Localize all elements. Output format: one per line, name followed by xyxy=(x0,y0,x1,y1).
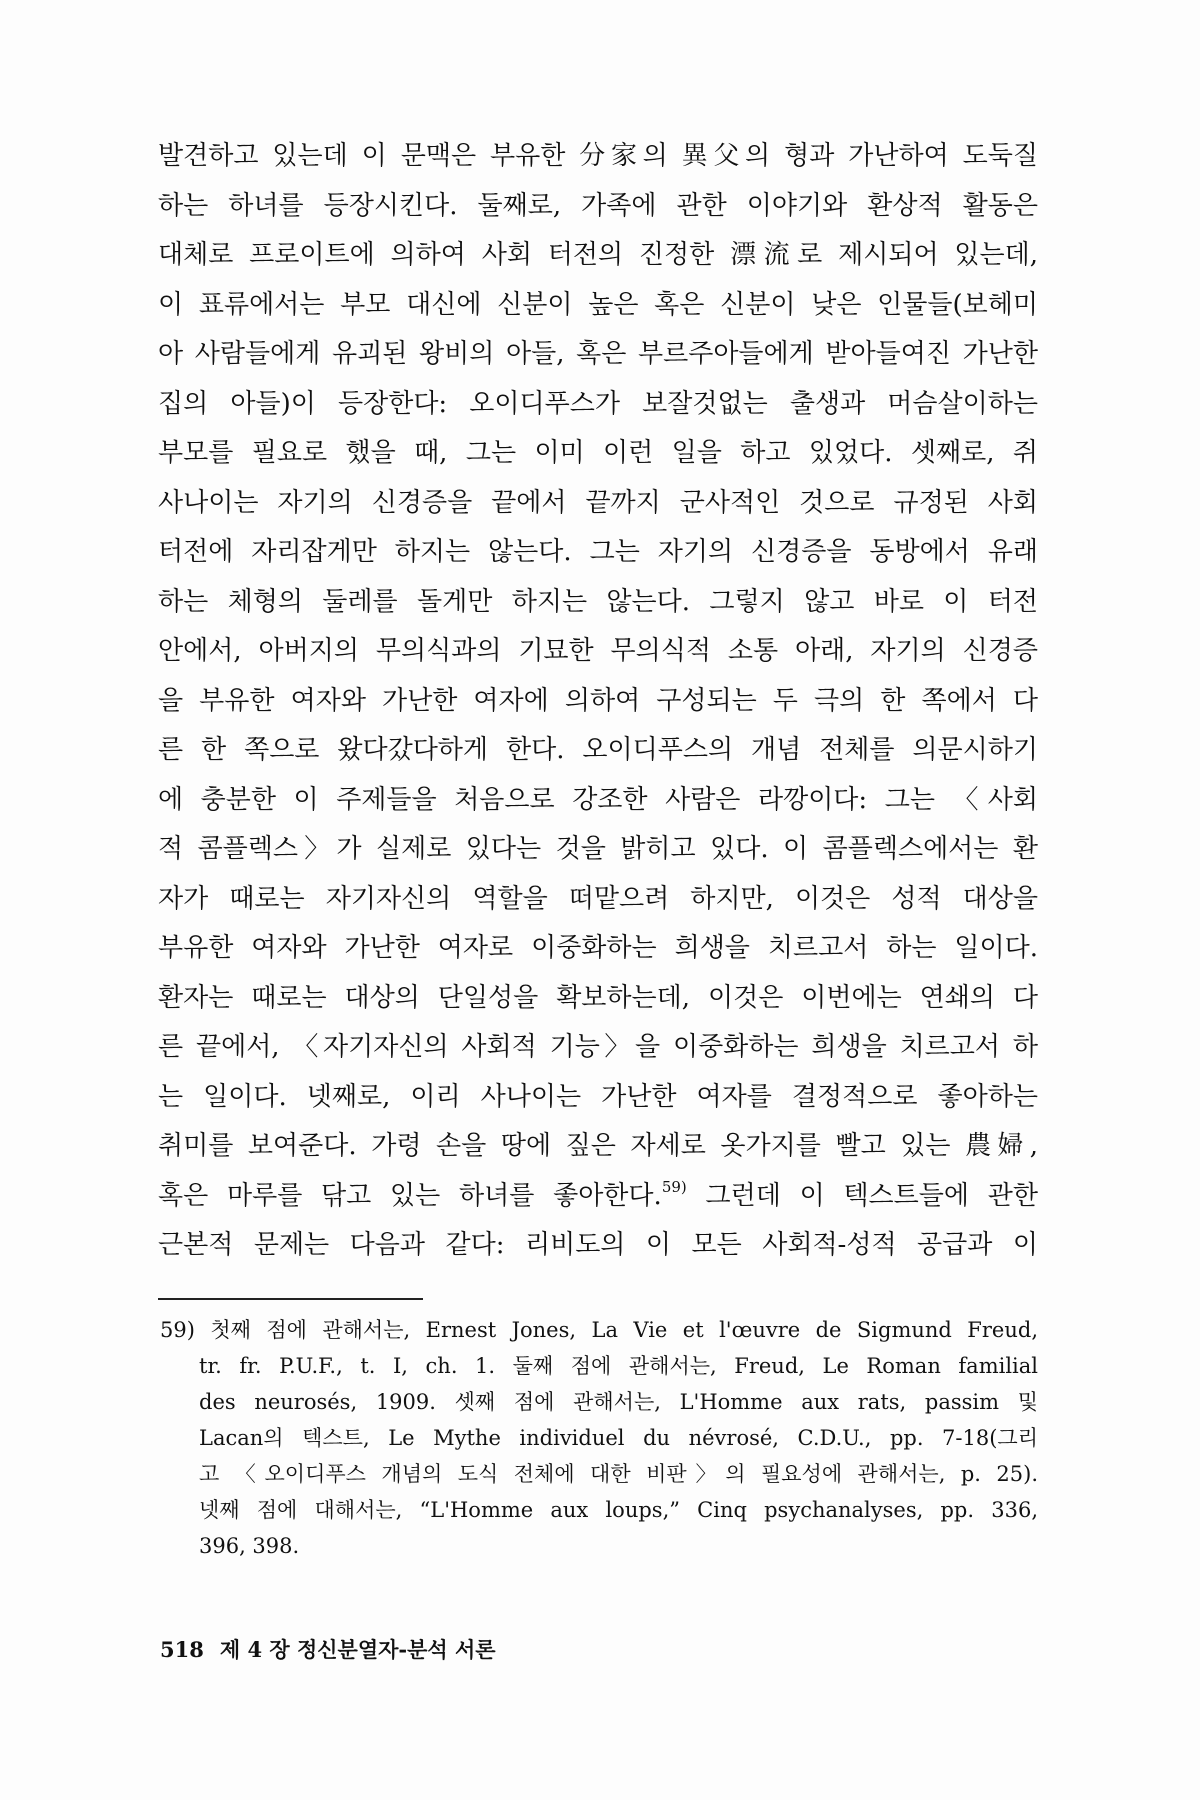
footnote-line-6: 넷째 점에 대해서는, “L'Homme aux loups,” Cinq psychanalyses, pp. 336, xyxy=(199,1498,1038,1522)
body-line-9: 터전에 자리잡게만 하지는 않는다. 그는 자기의 신경증을 동방에서 유래 xyxy=(158,537,1038,567)
body-line-11: 안에서, 아버지의 무의식과의 기묘한 무의식적 소통 아래, 자기의 신경증 xyxy=(158,636,1038,666)
body-line-22-head: 혹은 마루를 닦고 있는 하녀를 좋아한다. xyxy=(158,1180,662,1211)
footnote-59 xyxy=(160,1312,1038,1564)
body-line-19: 른 끝에서, 〈자기자신의 사회적 기능〉을 이중화하는 희생을 치르고서 하 xyxy=(158,1032,1038,1062)
body-line-3: 대체로 프로이트에 의하여 사회 터전의 진정한 漂流로 제시되어 있는데, xyxy=(158,240,1038,270)
body-line-21: 취미를 보여준다. 가령 손을 땅에 짚은 자세로 옷가지를 빨고 있는 農婦, xyxy=(158,1131,1038,1161)
body-line-13: 른 한 쪽으로 왔다갔다하게 한다. 오이디푸스의 개념 전체를 의문시하기 xyxy=(158,735,1038,765)
footnote-line-5: 고 〈오이디푸스 개념의 도식 전체에 대한 비판〉의 필요성에 관해서는, p. 25). xyxy=(199,1462,1038,1486)
body-line-22-tail: 그런데 이 텍스트들에 관한 xyxy=(686,1180,1038,1211)
body-line-4: 이 표류에서는 부모 대신에 신분이 높은 혹은 신분이 낮은 인물들(보헤미 xyxy=(158,289,1038,320)
body-line-20: 는 일이다. 넷째로, 이리 사나이는 가난한 여자를 결정적으로 좋아하는 xyxy=(158,1081,1038,1112)
body-line-6: 집의 아들)이 등장한다: 오이디푸스가 보잘것없는 출생과 머슴살이하는 xyxy=(158,388,1038,419)
body-line-5: 아 사람들에게 유괴된 왕비의 아들, 혹은 부르주아들에게 받아들여진 가난한 xyxy=(158,339,1038,369)
page-footer xyxy=(160,1634,496,1664)
body-line-16: 자가 때로는 자기자신의 역할을 떠맡으려 하지만, 이것은 성적 대상을 xyxy=(158,883,1038,914)
body-line-23: 근본적 문제는 다음과 같다: 리비도의 이 모든 사회적-성적 공급과 이 xyxy=(158,1230,1038,1260)
footnote-line-2: tr. fr. P.U.F., t. I, ch. 1. 둘째 점에 관해서는, Freud, Le Roman familial xyxy=(199,1354,1038,1378)
body-line-10: 하는 체형의 둘레를 돌게만 하지는 않는다. 그렇지 않고 바로 이 터전 xyxy=(158,586,1038,617)
body-text xyxy=(158,132,1038,1271)
footnote-divider xyxy=(158,1298,423,1300)
body-line-18: 환자는 때로는 대상의 단일성을 확보하는데, 이것은 이번에는 연쇄의 다 xyxy=(158,982,1038,1013)
body-line-22 xyxy=(158,1172,1038,1222)
body-line-8: 사나이는 자기의 신경증을 끝에서 끝까지 군사적인 것으로 규정된 사회 xyxy=(158,487,1038,518)
body-line-14: 에 충분한 이 주제들을 처음으로 강조한 사람은 라깡이다: 그는 〈사회 xyxy=(158,784,1038,815)
body-line-7: 부모를 필요로 했을 때, 그는 이미 이런 일을 하고 있었다. 셋째로, 쥐 xyxy=(158,438,1038,468)
page-number: 518 xyxy=(160,1637,204,1662)
body-line-15: 적 콤플렉스〉가 실제로 있다는 것을 밝히고 있다. 이 콤플렉스에서는 환 xyxy=(158,834,1038,864)
footnote-line-3: des neurosés, 1909. 셋째 점에 관해서는, L'Homme aux rats, passim 및 xyxy=(199,1390,1038,1414)
body-line-12: 을 부유한 여자와 가난한 여자에 의하여 구성되는 두 극의 한 쪽에서 다 xyxy=(158,685,1038,716)
body-line-1: 발견하고 있는데 이 문맥은 부유한 分家의 異父의 형과 가난하여 도둑질 xyxy=(158,141,1038,171)
footnote-reference-59[interactable]: 59) xyxy=(661,1177,687,1196)
body-line-2: 하는 하녀를 등장시킨다. 둘째로, 가족에 관한 이야기와 환상적 활동은 xyxy=(158,190,1038,221)
footnote-line-7: 396, 398. xyxy=(199,1534,300,1558)
body-line-17: 부유한 여자와 가난한 여자로 이중화하는 희생을 치르고서 하는 일이다. xyxy=(158,933,1038,963)
chapter-title: 제 4 장 정신분열자-분석 서론 xyxy=(219,1637,496,1662)
footnote-line-1: 59) 첫째 점에 관해서는, Ernest Jones, La Vie et l'œuvre de Sigmund Freud, xyxy=(160,1318,1038,1342)
footnote-line-4: Lacan의 텍스트, Le Mythe individuel du névrosé, C.D.U., pp. 7-18(그리 xyxy=(199,1426,1038,1450)
